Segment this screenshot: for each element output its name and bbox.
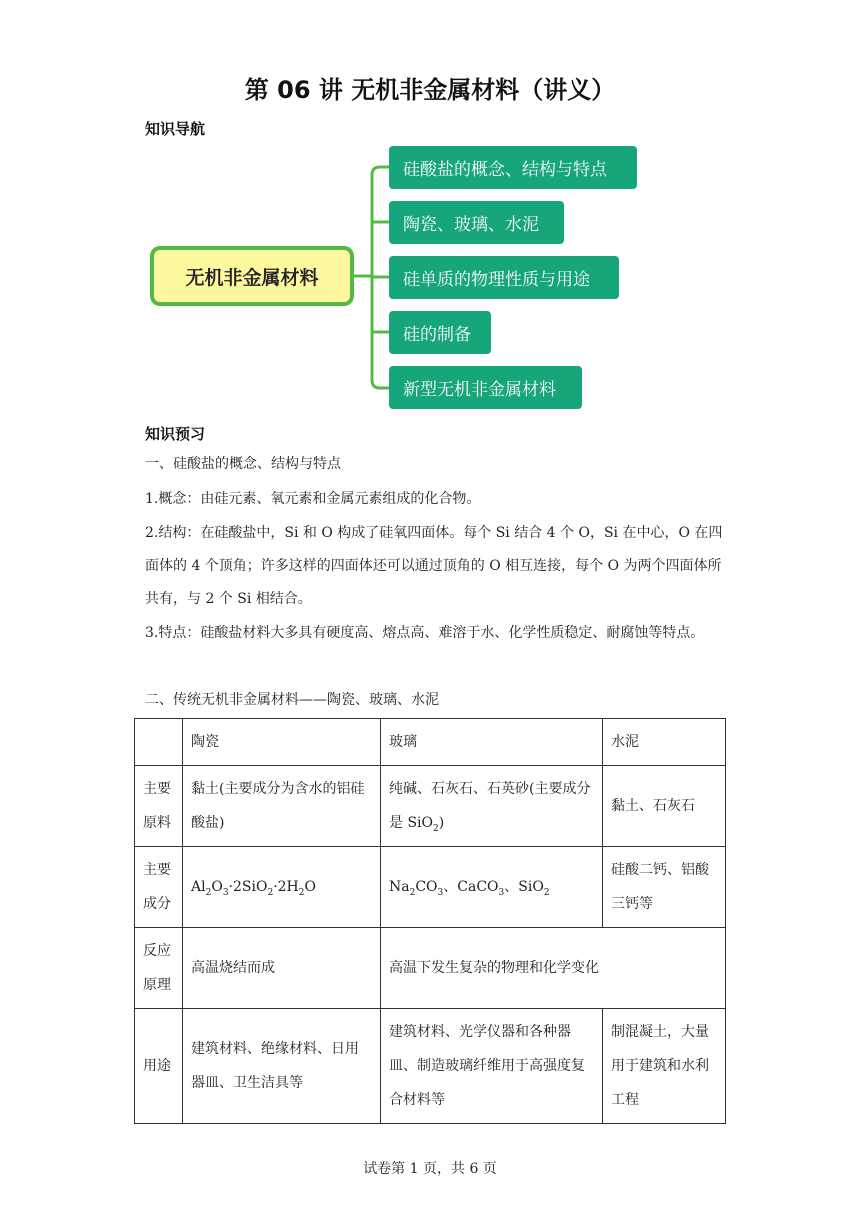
mindmap-branch-silicon-preparation: 硅的制备 [389, 311, 491, 354]
mindmap-branch-silicon-properties: 硅单质的物理性质与用途 [389, 256, 619, 299]
table-header-cell: 玻璃 [381, 719, 603, 766]
paragraph-structure: 2.结构：在硅酸盐中，Si 和 O 构成了硅氧四面体。每个 Si 结合 4 个 O，Si 在中心，O 在四面体的 4 个顶角；许多这样的四面体还可以通过顶角的 O 相互连接，每个 O 为两个四面体所共有，与 2 个 Si 相结合。 [145, 525, 723, 607]
table-header-row [135, 719, 726, 766]
table-cell: $Al_2O_3\cdot 2SiO_2\cdot 2H_2O$ [183, 847, 381, 928]
materials-table [134, 718, 726, 1124]
table-cell: 黏土(主要成分为含水的铝硅酸盐) [183, 766, 381, 847]
table-cell: 建筑材料、光学仪器和各种器皿、制造玻璃纤维用于高强度复合材料等 [381, 1009, 603, 1124]
table-row [135, 847, 726, 928]
table-row [135, 1009, 726, 1124]
section1-title: 一、硅酸盐的概念、结构与特点 [145, 456, 341, 472]
paragraph-concept: 1.概念：由硅元素、氧元素和金属元素组成的化合物。 [145, 491, 481, 507]
table-header-cell [135, 719, 183, 766]
table-header-cell: 陶瓷 [183, 719, 381, 766]
page-footer: 试卷第 1 页，共 6 页 [363, 1161, 497, 1177]
table-cell: 黏土、石灰石 [603, 766, 726, 847]
mindmap-branch-new-materials: 新型无机非金属材料 [389, 366, 582, 409]
row-label: 用途 [135, 1009, 183, 1124]
table-cell: 高温烧结而成 [183, 928, 381, 1009]
table-cell: 硅酸二钙、铝酸三钙等 [603, 847, 726, 928]
table-header-cell: 水泥 [603, 719, 726, 766]
mindmap-root: 无机非金属材料 [150, 246, 354, 306]
section2-title: 二、传统无机非金属材料——陶瓷、玻璃、水泥 [145, 692, 439, 708]
mindmap-branch-silicate: 硅酸盐的概念、结构与特点 [389, 146, 637, 189]
table-cell: 制混凝土，大量用于建筑和水利工程 [603, 1009, 726, 1124]
table-row [135, 928, 726, 1009]
row-label: 反应原理 [135, 928, 183, 1009]
preview-heading: 知识预习 [145, 425, 206, 443]
table-cell: 纯碱、石灰石、石英砂(主要成分是 SiO$_2$) [381, 766, 603, 847]
row-label: 主要成分 [135, 847, 183, 928]
table-row [135, 766, 726, 847]
row-label: 主要原料 [135, 766, 183, 847]
mindmap-branch-ceramics: 陶瓷、玻璃、水泥 [389, 201, 564, 244]
table-cell: $Na_2CO_3$、CaCO$_3$、SiO$_2$ [381, 847, 603, 928]
table-cell: 建筑材料、绝缘材料、日用器皿、卫生洁具等 [183, 1009, 381, 1124]
page-title: 第 06 讲 无机非金属材料（讲义） [244, 76, 616, 104]
nav-heading: 知识导航 [145, 120, 206, 138]
table-cell: 高温下发生复杂的物理和化学变化 [381, 928, 726, 1009]
paragraph-features: 3.特点：硅酸盐材料大多具有硬度高、熔点高、难溶于水、化学性质稳定、耐腐蚀等特点。 [145, 625, 705, 641]
